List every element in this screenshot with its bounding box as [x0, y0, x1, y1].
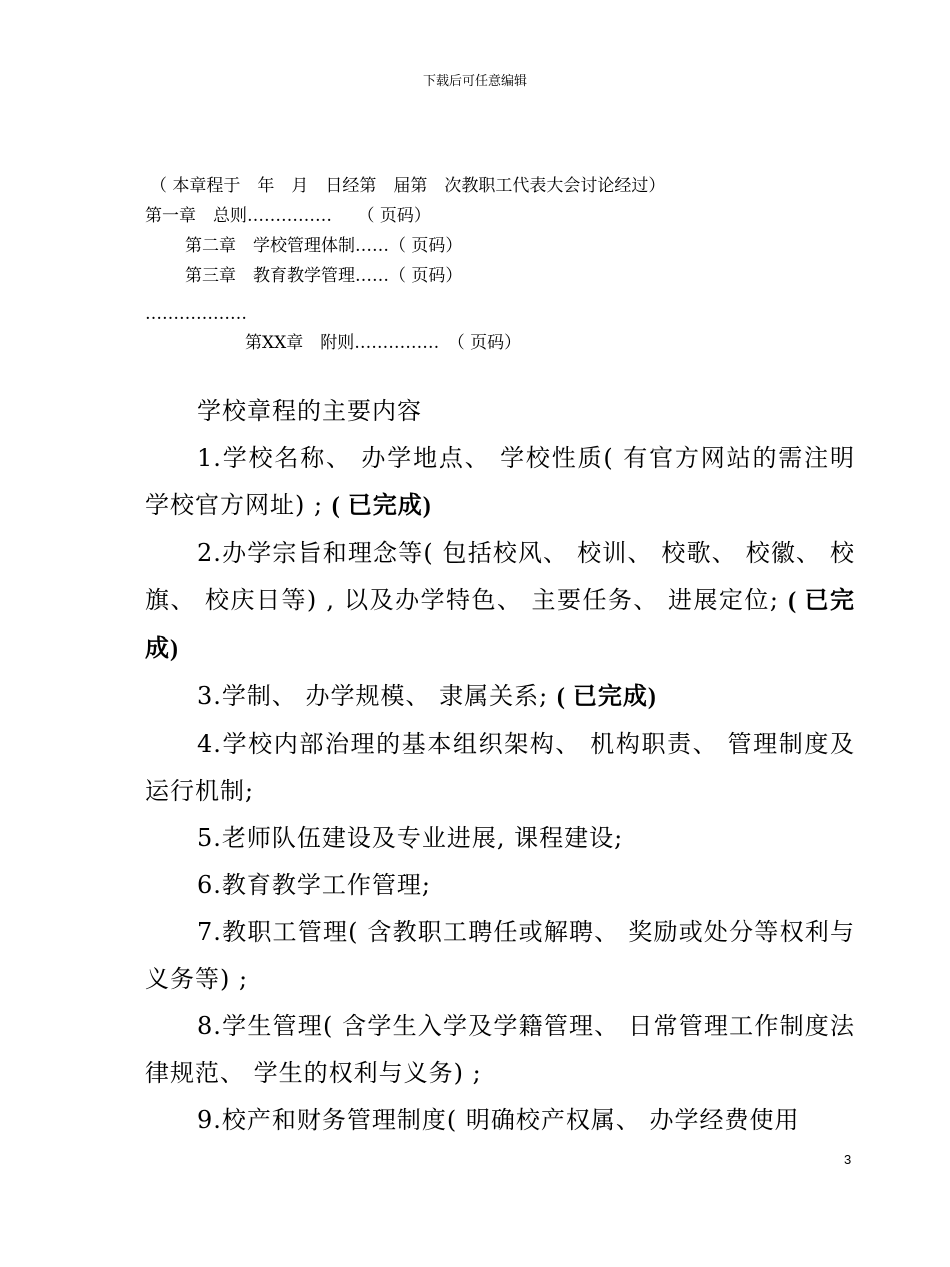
- list-item-text: 4.学校内部治理的基本组织架构、 机构职责、 管理制度及运行机制;: [145, 730, 855, 805]
- list-item: [145, 815, 855, 862]
- list-item-text: 3.学制、 办学规模、 隶属关系;: [197, 682, 557, 710]
- list-item: [145, 909, 855, 1003]
- completed-badge: ( 已完成): [331, 493, 432, 519]
- toc-entry-chapter-xx: 第XX章 附则…………… （ 页码）: [245, 333, 522, 353]
- list-item: [145, 530, 855, 673]
- list-item-text: 2.办学宗旨和理念等( 包括校风、 校训、 校歌、 校徽、 校旗、 校庆日等) , 以及办学特色、 主要任务、 进展定位;: [145, 539, 855, 614]
- completed-badge: ( 已完成): [145, 588, 855, 662]
- list-item: [145, 862, 855, 909]
- list-item: [145, 1003, 855, 1097]
- toc-entry-chapter-2: 第二章 学校管理体制……（ 页码）: [185, 236, 463, 256]
- list-item-text: 1.学校名称、 办学地点、 学校性质( 有官方网站的需注明学校官方网址) ;: [145, 444, 855, 519]
- page-header: 下载后可任意编辑: [422, 74, 527, 89]
- list-item-text: 8.学生管理( 含学生入学及学籍管理、 日常管理工作制度法律规范、 学生的权利与义务) ;: [145, 1012, 855, 1087]
- toc-entry-chapter-3: 第三章 教育教学管理……（ 页码）: [185, 266, 463, 286]
- main-content: [145, 388, 855, 1144]
- list-item: [145, 721, 855, 815]
- list-item: [145, 1097, 855, 1144]
- completed-badge: ( 已完成): [556, 684, 657, 710]
- list-item-text: 9.校产和财务管理制度( 明确校产权属、 办学经费使用: [197, 1106, 800, 1134]
- charter-preamble: （ 本章程于 年 月 日经第 届第 次教职工代表大会讨论经过）: [150, 176, 666, 196]
- list-item: [145, 673, 855, 721]
- list-item-text: 5.老师队伍建设及专业进展, 课程建设;: [197, 824, 624, 852]
- toc-entry-chapter-1: 第一章 总则…………… （ 页码）: [145, 206, 431, 226]
- page-number: 3: [844, 1152, 852, 1167]
- section-title: 学校章程的主要内容: [197, 397, 422, 425]
- toc-ellipsis: ………………: [145, 304, 247, 324]
- list-item: [145, 435, 855, 530]
- list-item-text: 6.教育教学工作管理;: [197, 871, 431, 899]
- list-item-text: 7.教职工管理( 含教职工聘任或解聘、 奖励或处分等权利与义务等) ;: [145, 918, 855, 993]
